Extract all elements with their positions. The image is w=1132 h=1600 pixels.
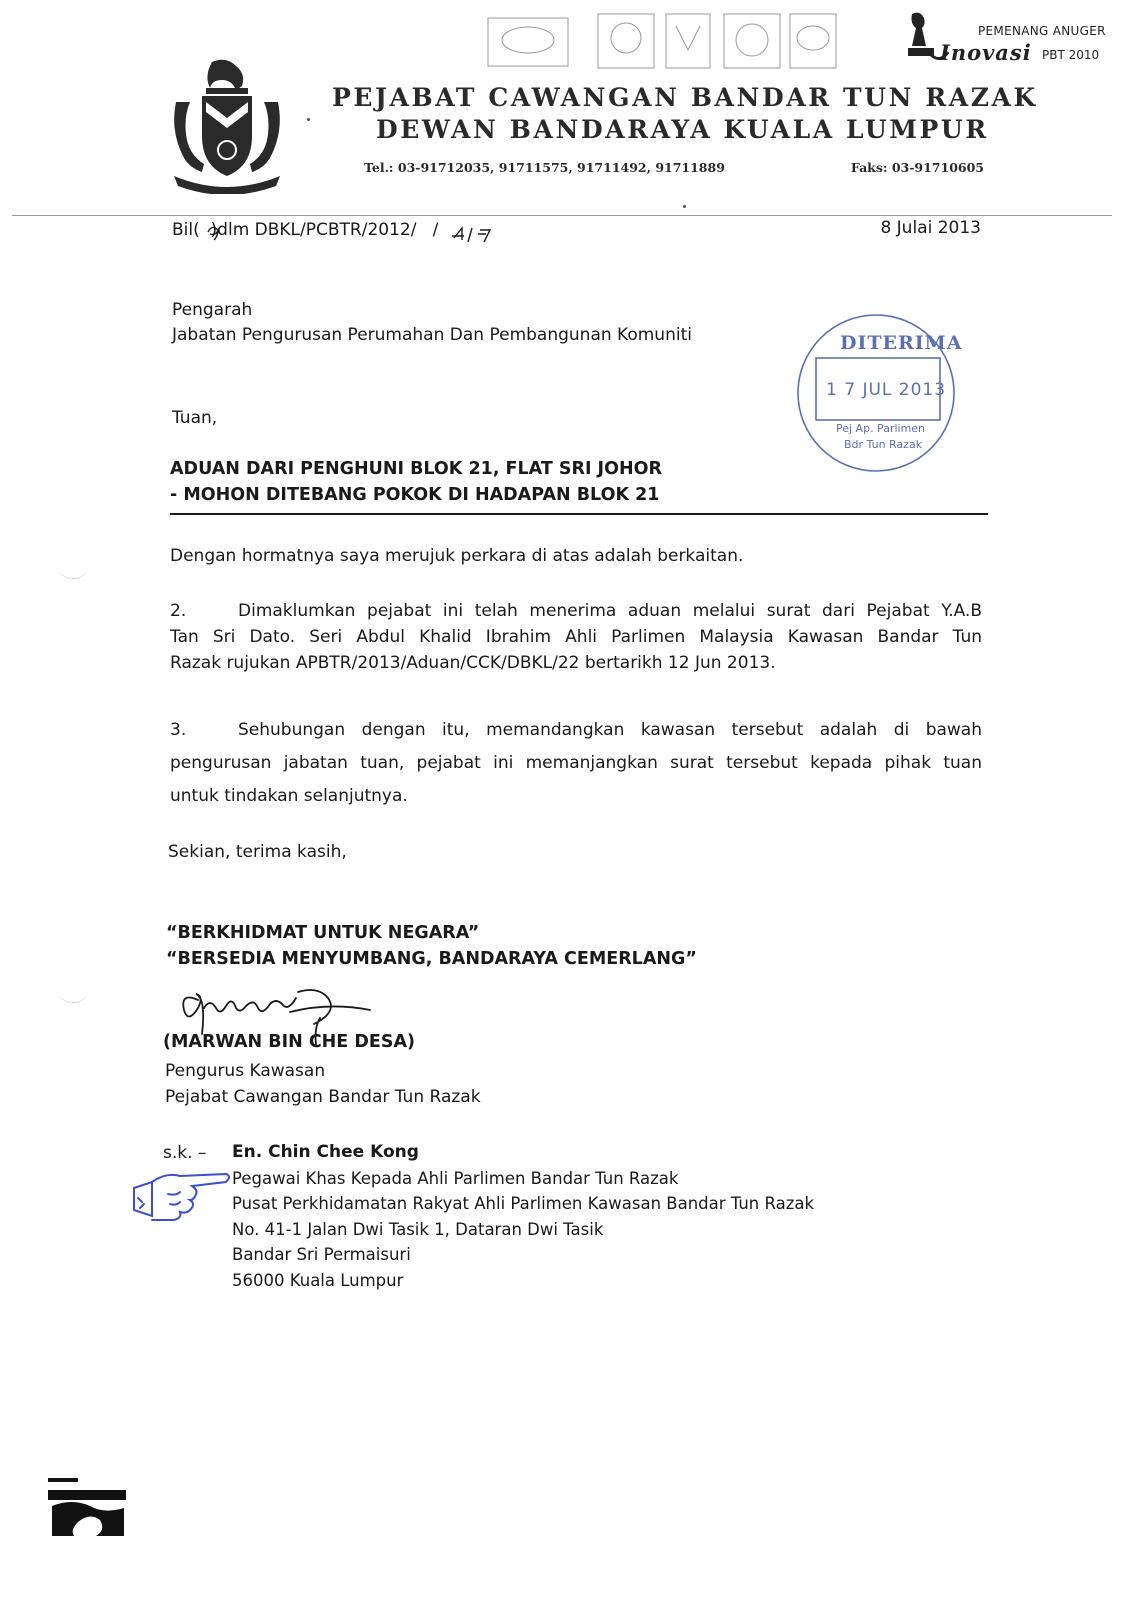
cc-line-3: No. 41-1 Jalan Dwi Tasik 1, Dataran Dwi Tasik [232,1219,604,1239]
cc-line-2: Pusat Perkhidamatan Rakyat Ahli Parlimen Kawasan Bandar Tun Razak [232,1194,815,1213]
signatory-name: (MARWAN BIN CHE DESA) [163,1032,415,1052]
reference-text: Bil( )dlm DBKL/PCBTR/2012/ / [172,220,439,240]
pointing-hand-stamp-icon [128,1164,234,1226]
paragraph-3-number: 3. [170,720,187,740]
motto-line2: “BERSEDIA MENYUMBANG, BANDARAYA CEMERLANG” [166,949,697,969]
paragraph-2 [170,598,982,676]
recipient-department: Jabatan Pengurusan Perumahan Dan Pembangunan Komuniti [172,325,692,345]
paragraph-2-line1: 2. Dimaklumkan pejabat ini telah menerima aduan melalui surat dari Pejabat Y.A.B [170,598,982,624]
dbkl-crest-icon [168,58,286,194]
certification-logos-icon [480,8,840,78]
cc-label: s.k. – [163,1143,207,1163]
award-top-text: PEMENANG ANUGER [978,24,1106,38]
opening-sentence: Dengan hormatnya saya merujuk perkara di atas adalah berkaitan. [170,546,744,566]
letter-date: 8 Julai 2013 [880,218,981,238]
salutation: Tuan, [172,408,218,428]
cc-line-1: Pegawai Khas Kepada Ahli Parlimen Bandar Tun Razak [232,1168,679,1188]
org-name-line1: PEJABAT CAWANGAN BANDAR TUN RAZAK [332,83,1038,112]
stamp-office-line1: Pej Ap. Parlimen [836,422,926,435]
award-main-text: Inovasi [940,40,1032,65]
punch-hole-mark [58,556,88,579]
subject-underline [170,513,988,515]
stamp-date: 1 7 JUL 2013 [826,380,947,400]
stamp-office-line2: Bdr Tun Razak [844,438,923,451]
fax-number: Faks: 03-91710605 [850,160,984,175]
closing: Sekian, terima kasih, [168,842,347,862]
paragraph-3-line2: pengurusan jabatan tuan, pejabat ini memanjangkan surat tersebut kepada pihak tuan [170,753,982,773]
stamp-title: DITERIMA [840,332,963,354]
telephone-numbers: Tel.: 03-91712035, 91711575, 91711492, 91711889 [364,160,725,175]
handwritten-ref-suffix [450,224,502,244]
award-year-text: PBT 2010 [1042,48,1100,62]
paragraph-3-line3: untuk tindakan selanjutnya. [170,786,408,806]
header-divider [12,215,1112,216]
received-stamp [792,312,963,474]
paragraph-3-line1: 3. Sehubungan dengan itu, memandangkan kawasan tersebut adalah di bawah [170,714,982,747]
paragraph-2-line2: Tan Sri Dato. Seri Abdul Khalid Ibrahim Ahli Parlimen Malaysia Kawasan Bandar Tun [170,627,982,647]
paragraph-3 [170,714,982,813]
motto-line1: “BERKHIDMAT UNTUK NEGARA” [166,923,480,943]
scan-speck [683,205,686,208]
subject-line1: ADUAN DARI PENGHUNI BLOK 21, FLAT SRI JOHOR [170,459,662,479]
recipient-title: Pengarah [172,300,253,320]
paragraph-2-number: 2. [170,601,187,621]
org-name-line2: DEWAN BANDARAYA KUALA LUMPUR [376,115,989,144]
page-corner-mark-icon [46,1478,128,1540]
scan-speck [307,118,310,121]
signatory-office: Pejabat Cawangan Bandar Tun Razak [165,1087,481,1107]
cc-recipient [232,1140,814,1293]
innovation-award-logo [900,10,1120,68]
signatory-position: Pengurus Kawasan [165,1061,326,1081]
handwritten-ref-number [206,222,222,242]
cc-name: En. Chin Chee Kong [232,1142,419,1162]
cc-line-4: Bandar Sri Permaisuri [232,1245,411,1264]
subject-line2: - MOHON DITEBANG POKOK DI HADAPAN BLOK 21 [170,485,660,505]
reference-number [172,220,438,240]
contact-info [364,160,984,175]
punch-hole-mark [58,980,88,1003]
paragraph-2-line3: Razak rujukan APBTR/2013/Aduan/CCK/DBKL/22 bertarikh 12 Jun 2013. [170,653,776,673]
cc-line-5: 56000 Kuala Lumpur [232,1270,404,1290]
